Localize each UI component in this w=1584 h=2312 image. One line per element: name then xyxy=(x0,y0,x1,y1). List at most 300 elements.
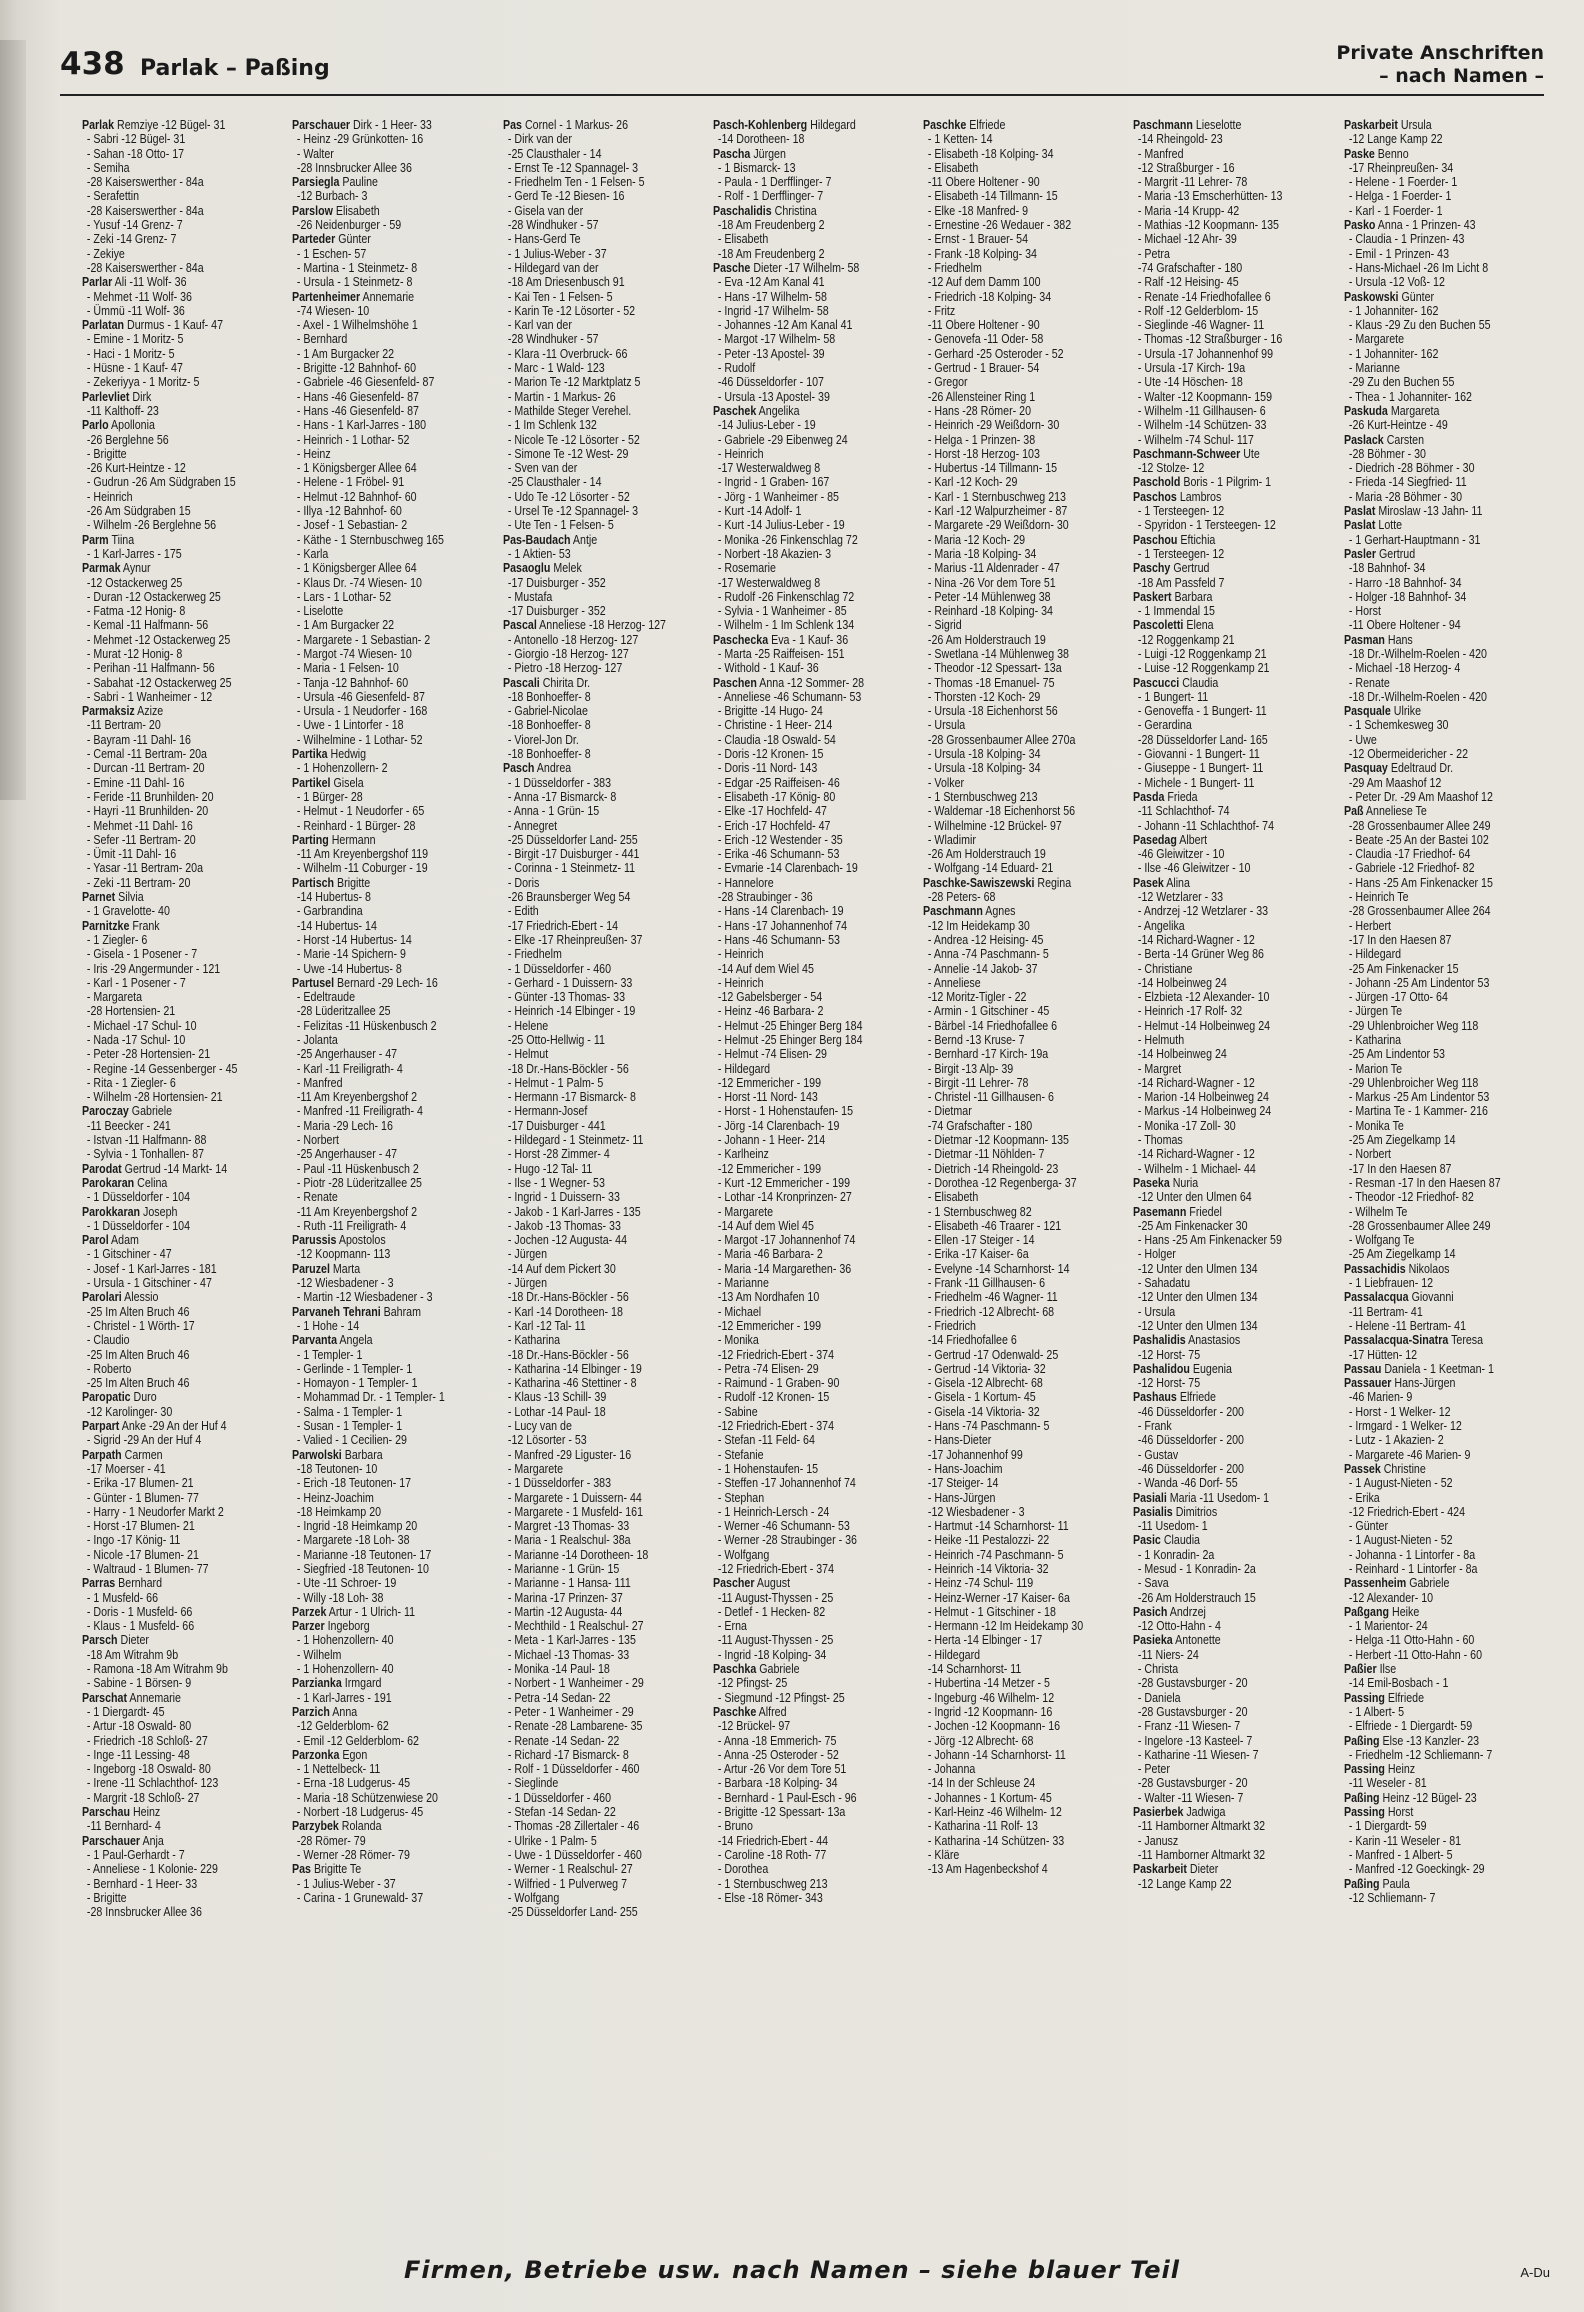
surname-entry xyxy=(82,1390,284,1404)
entry-text: -12 Emmericher - 199 xyxy=(717,1317,821,1333)
entry-text: - 1 Hohenstaufen- 15 xyxy=(717,1460,818,1476)
entry-text: - Renate -14 Sedan- 22 xyxy=(507,1732,619,1748)
entry-text: - Hans -17 Johannenhof 74 xyxy=(717,917,847,933)
surname: Parussis xyxy=(292,1232,337,1248)
entry-text: - Ursula -13 Apostel- 39 xyxy=(717,388,830,404)
entry-text: - Rolf -12 Gelderblom- 15 xyxy=(1138,302,1259,318)
entry-text: - Siegmund -12 Pfingst- 25 xyxy=(717,1689,845,1705)
sub-entry xyxy=(923,1676,1125,1690)
sub-entry xyxy=(713,490,915,504)
surname: Paschke-Sawiszewski xyxy=(923,874,1035,890)
sub-entry xyxy=(713,761,915,775)
sub-entry xyxy=(713,1419,915,1433)
sub-entry xyxy=(82,1791,284,1805)
entry-text: Nikolaos xyxy=(1408,1260,1450,1276)
entry-text: - Elfriede - 1 Diergardt- 59 xyxy=(1348,1718,1472,1734)
surname: Paschka xyxy=(712,1661,757,1677)
entry-text: - Sven van der xyxy=(507,460,577,476)
entry-text: - Werner -28 Römer- 79 xyxy=(297,1846,411,1862)
entry-text: - Erika xyxy=(1348,1489,1380,1505)
directory-column-2 xyxy=(292,118,494,2148)
entry-text: - Margrit -18 Schloß- 27 xyxy=(86,1789,200,1805)
entry-text: Antje xyxy=(572,531,597,547)
sub-entry xyxy=(503,904,705,918)
sub-entry xyxy=(503,147,705,161)
entry-text: - Bernhard - 1 Paul-Esch - 96 xyxy=(717,1789,857,1805)
entry-text: - Ute Ten - 1 Felsen- 5 xyxy=(507,517,614,533)
entry-text: - Friedrich xyxy=(928,1317,977,1333)
entry-text: -25 Clausthaler - 14 xyxy=(507,474,602,490)
sub-entry xyxy=(1344,1062,1546,1076)
entry-text: - Roberto xyxy=(86,1360,132,1376)
entry-text: - Gudrun -26 Am Südgraben 15 xyxy=(86,474,236,490)
entry-text: - Anna - 1 Grün- 15 xyxy=(507,803,599,819)
entry-text: - Istvan -11 Halfmann- 88 xyxy=(86,1132,207,1148)
sub-entry xyxy=(503,132,705,146)
entry-text: - Wanda -46 Dorf- 55 xyxy=(1138,1475,1239,1491)
entry-text: Gertrud xyxy=(1378,545,1415,561)
sub-entry xyxy=(82,461,284,475)
sub-entry xyxy=(1133,504,1335,518)
entry-text: - Emine -11 Dahl- 16 xyxy=(86,774,185,790)
entry-text: - Birgit -17 Duisburger - 441 xyxy=(507,846,640,862)
surname-entry xyxy=(82,1576,284,1590)
surname-entry xyxy=(1133,561,1335,575)
entry-text: - Regine -14 Gessenberger - 45 xyxy=(86,1060,238,1076)
sub-entry xyxy=(503,204,705,218)
sub-entry xyxy=(503,1276,705,1290)
sub-entry xyxy=(82,876,284,890)
sub-entry xyxy=(1133,1619,1335,1633)
entry-text: - Johannes -12 Am Kanal 41 xyxy=(717,317,853,333)
sub-entry xyxy=(82,661,284,675)
entry-text: - Wilhelm -74 Schul- 117 xyxy=(1138,431,1255,447)
entry-text: - Heinz xyxy=(297,445,331,461)
sub-entry xyxy=(292,447,494,461)
sub-entry xyxy=(292,1505,494,1519)
entry-text: -11 Beecker - 241 xyxy=(86,1117,171,1133)
sub-entry xyxy=(1344,1476,1546,1490)
entry-text: -11 Usedom- 1 xyxy=(1138,1518,1209,1534)
entry-text: -12 Friedrich-Ebert - 374 xyxy=(717,1418,834,1434)
entry-text: Friedel xyxy=(1189,1203,1223,1219)
entry-text: -17 Steiger- 14 xyxy=(928,1475,999,1491)
sub-entry xyxy=(503,576,705,590)
entry-text: - Ute -11 Schroer- 19 xyxy=(297,1575,397,1591)
sub-entry xyxy=(923,733,1125,747)
sub-entry xyxy=(82,1305,284,1319)
entry-text: Alfred xyxy=(758,1703,787,1719)
entry-text: - Wilhelm -26 Berglehne 56 xyxy=(86,517,217,533)
entry-text: - Lutz - 1 Akazien- 2 xyxy=(1348,1432,1444,1448)
entry-text: - Gertrud - 1 Brauer- 54 xyxy=(928,360,1040,376)
entry-text: - Friedrich -18 Kolping- 34 xyxy=(928,288,1052,304)
sub-entry xyxy=(1344,1405,1546,1419)
sub-entry xyxy=(292,1247,494,1261)
entry-text: - Marie -14 Spichern- 9 xyxy=(297,946,407,962)
sub-entry xyxy=(1133,275,1335,289)
sub-entry xyxy=(292,518,494,532)
sub-entry xyxy=(503,919,705,933)
surname-entry xyxy=(82,1691,284,1705)
sub-entry xyxy=(82,1319,284,1333)
sub-entry xyxy=(923,1776,1125,1790)
sub-entry xyxy=(1344,1891,1546,1905)
sub-entry xyxy=(713,1390,915,1404)
sub-entry xyxy=(923,1376,1125,1390)
sub-entry xyxy=(713,1290,915,1304)
entry-text: Anastasios xyxy=(1188,1332,1241,1348)
entry-text: - Norbert -18 Akazien- 3 xyxy=(717,545,831,561)
entry-text: -28 Kaiserswerther - 84a xyxy=(86,174,204,190)
surname-entry xyxy=(82,1805,284,1819)
surname: Pascal xyxy=(502,617,537,633)
entry-text: Tiina xyxy=(111,531,135,547)
sub-entry xyxy=(923,1576,1125,1590)
sub-entry xyxy=(923,1533,1125,1547)
sub-entry xyxy=(292,332,494,346)
entry-text: -26 Allensteiner Ring 1 xyxy=(928,388,1036,404)
entry-text: Dieter xyxy=(1190,1861,1219,1877)
sub-entry xyxy=(713,1719,915,1733)
entry-text: Bernhard xyxy=(118,1575,163,1591)
sub-entry xyxy=(292,1877,494,1891)
sub-entry xyxy=(1133,990,1335,1004)
entry-text: - Helmut - 1 Palm- 5 xyxy=(507,1074,603,1090)
entry-text: - Elisabeth xyxy=(928,159,979,175)
sub-entry xyxy=(292,1476,494,1490)
entry-text: - Helmuth xyxy=(1138,1032,1185,1047)
entry-text: - Mustafa xyxy=(507,588,552,604)
entry-text: - Margot -17 Wilhelm- 58 xyxy=(717,331,836,347)
sub-entry xyxy=(1344,1319,1546,1333)
sub-entry xyxy=(82,247,284,261)
entry-text: - Artur -26 Vor dem Tore 51 xyxy=(717,1761,847,1777)
entry-text: - 1 Immendal 15 xyxy=(1138,603,1216,619)
entry-text: -12 Alexander- 10 xyxy=(1348,1589,1433,1605)
entry-text: - 1 Heinrich-Lersch - 24 xyxy=(717,1503,830,1519)
entry-text: Celina xyxy=(137,1174,168,1190)
entry-text: - Andrzej -12 Wetzlarer - 33 xyxy=(1138,903,1269,919)
sub-entry xyxy=(82,1719,284,1733)
entry-text: Heinz xyxy=(1387,1761,1415,1777)
entry-text: Dimitrios xyxy=(1176,1503,1218,1519)
entry-text: - Elisabeth -18 Kolping- 34 xyxy=(928,145,1054,161)
sub-entry xyxy=(713,847,915,861)
sub-entry xyxy=(292,661,494,675)
sub-entry xyxy=(713,332,915,346)
entry-text: Günter xyxy=(1401,288,1434,304)
entry-text: - Edgar -25 Raiffeisen- 46 xyxy=(717,774,840,790)
surname-entry xyxy=(82,1419,284,1433)
sub-entry xyxy=(292,633,494,647)
entry-text: - Uwe xyxy=(1348,731,1377,747)
sub-entry xyxy=(1133,1676,1335,1690)
entry-text: Gabriele xyxy=(1408,1575,1450,1591)
sub-entry xyxy=(503,1519,705,1533)
entry-text: - Gabriele -46 Giesenfeld- 87 xyxy=(297,374,435,390)
surname: Pasler xyxy=(1343,545,1376,561)
sub-entry xyxy=(82,1262,284,1276)
entry-text: - Berta -14 Grüner Weg 86 xyxy=(1138,946,1265,962)
sub-entry xyxy=(503,1791,705,1805)
sub-entry xyxy=(1344,1748,1546,1762)
entry-text: - Stefan -11 Feld- 64 xyxy=(717,1432,815,1448)
surname: Paschy xyxy=(1133,560,1171,576)
entry-text: -12 Unter den Ulmen 64 xyxy=(1138,1189,1253,1205)
sub-entry xyxy=(713,576,915,590)
surname: Pascher xyxy=(712,1575,755,1591)
surname-entry xyxy=(503,761,705,775)
surname-entry xyxy=(1344,1691,1546,1705)
entry-text: - Brigitte xyxy=(86,1889,127,1905)
sub-entry xyxy=(1344,1591,1546,1605)
entry-text: - Wilhelm Te xyxy=(1348,1203,1408,1219)
entry-text: - Giuseppe - 1 Bungert- 11 xyxy=(1138,760,1264,776)
entry-text: - Christine - 1 Heer- 214 xyxy=(717,717,833,733)
sub-entry xyxy=(82,1705,284,1719)
sub-entry xyxy=(713,189,915,203)
sub-entry xyxy=(923,232,1125,246)
entry-text: -28 Gustavsburger - 20 xyxy=(1138,1703,1248,1719)
entry-text: -25 Im Alten Bruch 46 xyxy=(86,1303,190,1319)
sub-entry xyxy=(292,1533,494,1547)
entry-text: - Günter -13 Thomas- 33 xyxy=(507,989,625,1005)
sub-entry xyxy=(1133,890,1335,904)
sub-entry xyxy=(82,447,284,461)
entry-text: - Margret xyxy=(1138,1060,1182,1076)
surname: Parlatan xyxy=(82,317,125,333)
entry-text: - Friedhelm Ten - 1 Felsen- 5 xyxy=(507,174,645,190)
entry-text: - Margarete xyxy=(1348,331,1404,347)
entry-text: - Rosemarie xyxy=(717,560,776,576)
sub-entry xyxy=(1344,375,1546,389)
sub-entry xyxy=(713,819,915,833)
sub-entry xyxy=(1133,418,1335,432)
entry-text: - 1 Liebfrauen- 12 xyxy=(1348,1275,1433,1291)
entry-text: -25 Am Lindentor 53 xyxy=(1348,1046,1445,1062)
entry-text: - 1 Konradin- 2a xyxy=(1138,1546,1215,1562)
entry-text: Rolanda xyxy=(342,1818,382,1834)
sub-entry xyxy=(1133,390,1335,404)
sub-entry xyxy=(923,418,1125,432)
entry-text: - Karl -11 Freiligrath- 4 xyxy=(297,1060,404,1076)
sub-entry xyxy=(923,1448,1125,1462)
sub-entry xyxy=(503,1247,705,1261)
sub-entry xyxy=(1133,1090,1335,1104)
sub-entry xyxy=(503,1591,705,1605)
sub-entry xyxy=(292,590,494,604)
entry-text: - Hubertina -14 Metzer - 5 xyxy=(928,1675,1051,1691)
sub-entry xyxy=(503,1719,705,1733)
entry-text: -25 Am Finkenacker 15 xyxy=(1348,960,1459,976)
surname: Passing xyxy=(1343,1689,1385,1705)
sub-entry xyxy=(82,1462,284,1476)
sub-entry xyxy=(292,247,494,261)
sub-entry xyxy=(1344,1076,1546,1090)
entry-text: - Bernhard - 1 Heer- 33 xyxy=(86,1875,198,1891)
surname: Parting xyxy=(292,831,330,847)
surname-entry xyxy=(1133,1333,1335,1347)
surname: Parokkaran xyxy=(82,1203,141,1219)
sub-entry xyxy=(713,1548,915,1562)
entry-text: - Bernhard xyxy=(297,331,348,347)
sub-entry xyxy=(923,1705,1125,1719)
surname-entry xyxy=(1344,704,1546,718)
entry-text: - Elke -17 Rheinpreußen- 37 xyxy=(507,931,642,947)
entry-text: - Dietmar xyxy=(928,1103,972,1119)
entry-text: - Theodor -12 Spessart- 13a xyxy=(928,660,1062,676)
sub-entry xyxy=(923,1076,1125,1090)
entry-text: -28 Grossenbaumer Allee 270a xyxy=(928,731,1076,747)
entry-text: Carsten xyxy=(1386,431,1424,447)
sub-entry xyxy=(503,332,705,346)
entry-text: Albert xyxy=(1179,831,1208,847)
sub-entry xyxy=(82,204,284,218)
sub-entry xyxy=(1344,733,1546,747)
entry-text: - Helmut -12 Bahnhof- 60 xyxy=(297,488,417,504)
surname-entry xyxy=(1344,761,1546,775)
entry-text: - Karl van der xyxy=(507,317,572,333)
sub-entry xyxy=(1344,604,1546,618)
sub-entry xyxy=(1133,1004,1335,1018)
surname: Parzianka xyxy=(292,1675,343,1691)
sub-entry xyxy=(713,1562,915,1576)
surname: Paschmann-Schweer xyxy=(1133,445,1241,461)
sub-entry xyxy=(292,990,494,1004)
sub-entry xyxy=(923,1362,1125,1376)
surname: Partikel xyxy=(292,774,331,790)
entry-text: - Evmarie -14 Clarenbach- 19 xyxy=(717,860,858,876)
entry-text: - Ursel Te -12 Spannagel- 3 xyxy=(507,503,638,519)
sub-entry xyxy=(923,976,1125,990)
entry-text: - Gertrud -17 Odenwald- 25 xyxy=(928,1346,1059,1362)
surname: Parsch xyxy=(82,1632,118,1648)
sub-entry xyxy=(1344,1004,1546,1018)
surname-entry xyxy=(292,175,494,189)
sub-entry xyxy=(503,1848,705,1862)
sub-entry xyxy=(503,404,705,418)
entry-text: - Daniela xyxy=(1138,1689,1182,1705)
entry-text: - Peter -14 Mühlenweg 38 xyxy=(928,588,1051,604)
sub-entry xyxy=(1344,347,1546,361)
entry-text: Barbara xyxy=(345,1446,383,1462)
entry-text: - Stephan xyxy=(717,1489,764,1505)
entry-text: - Ingelore -13 Kasteel- 7 xyxy=(1138,1732,1253,1748)
sub-entry xyxy=(82,518,284,532)
surname: Pasich xyxy=(1133,1603,1168,1619)
surname-entry xyxy=(292,1748,494,1762)
sub-entry xyxy=(1133,776,1335,790)
sub-entry xyxy=(713,1519,915,1533)
entry-text: Hermann xyxy=(331,831,376,847)
entry-text: - Piotr -28 Lüderitzallee 25 xyxy=(297,1174,423,1190)
entry-text: - Peter - 1 Wanheimer - 29 xyxy=(507,1703,634,1719)
entry-text: - Horst -11 Nord- 143 xyxy=(717,1089,818,1105)
sub-entry xyxy=(292,433,494,447)
entry-text: - Birgit -13 Alp- 39 xyxy=(928,1060,1014,1076)
surname-entry xyxy=(1133,118,1335,132)
sub-entry xyxy=(713,618,915,632)
sub-entry xyxy=(82,261,284,275)
sub-entry xyxy=(503,1162,705,1176)
sub-entry xyxy=(923,1791,1125,1805)
sub-entry xyxy=(292,1119,494,1133)
entry-text: - Emil - 1 Prinzen- 43 xyxy=(1348,245,1449,261)
entry-text: - Hildegard xyxy=(928,1646,981,1662)
sub-entry xyxy=(1344,976,1546,990)
entry-text: - 1 Düsseldorfer - 460 xyxy=(507,960,611,976)
surname: Parlar xyxy=(82,274,113,290)
entry-text: -26 Am Holderstrauch 19 xyxy=(928,631,1046,647)
entry-text: - Kläre xyxy=(928,1846,960,1862)
entry-text: - Resman -17 In den Haesen 87 xyxy=(1348,1174,1501,1190)
sub-entry xyxy=(923,890,1125,904)
surname: Pashaus xyxy=(1133,1389,1178,1405)
entry-text: -14 Richard-Wagner - 12 xyxy=(1138,931,1256,947)
surname-entry xyxy=(503,676,705,690)
entry-text: - Katharina -14 Elbinger - 19 xyxy=(507,1360,642,1376)
entry-text: - Uwe - 1 Lintorfer - 18 xyxy=(297,717,404,733)
surname: Paßier xyxy=(1343,1661,1377,1677)
sub-entry xyxy=(713,747,915,761)
sub-entry xyxy=(1133,690,1335,704)
entry-text: - 1 August-Nieten - 52 xyxy=(1348,1532,1453,1548)
entry-text: - Josef - 1 Sebastian- 2 xyxy=(297,517,408,533)
surname-entry xyxy=(292,1448,494,1462)
entry-text: - Marianne -14 Dorotheen- 18 xyxy=(507,1546,648,1562)
sub-entry xyxy=(1344,819,1546,833)
entry-text: Nuria xyxy=(1173,1174,1199,1190)
sub-entry xyxy=(503,1119,705,1133)
entry-text: - Sylvia - 1 Wanheimer - 85 xyxy=(717,603,847,619)
entry-text: - Pietro -18 Herzog- 127 xyxy=(507,660,622,676)
entry-text: - Marianne -18 Teutonen- 17 xyxy=(297,1546,432,1562)
entry-text: - Theodor -12 Friedhof- 82 xyxy=(1348,1189,1474,1205)
surname-entry xyxy=(82,890,284,904)
entry-text: - Rita - 1 Ziegler- 6 xyxy=(86,1074,176,1090)
entry-text: -12 Auf dem Damm 100 xyxy=(928,274,1041,290)
sub-entry xyxy=(1344,1819,1546,1833)
entry-text: - Zeki -14 Grenz- 7 xyxy=(86,231,177,247)
surname-entry xyxy=(713,676,915,690)
sub-entry xyxy=(923,847,1125,861)
sub-entry xyxy=(713,304,915,318)
sub-entry xyxy=(82,504,284,518)
sub-entry xyxy=(82,1433,284,1447)
entry-text: - Susan - 1 Templer- 1 xyxy=(297,1418,403,1434)
sub-entry xyxy=(503,1648,705,1662)
entry-text: - Ingo -17 König- 11 xyxy=(86,1532,181,1548)
entry-text: - Jörg -14 Clarenbach- 19 xyxy=(717,1117,840,1133)
sub-entry xyxy=(292,1576,494,1590)
entry-text: - Ursula -17 Johannenhof 99 xyxy=(1138,345,1274,361)
entry-text: Cornel - 1 Markus- 26 xyxy=(524,118,628,132)
entry-text: - Lars - 1 Lothar- 52 xyxy=(297,588,392,604)
sub-entry xyxy=(1133,962,1335,976)
entry-text: - Heinrich Te xyxy=(1348,889,1409,905)
sub-entry xyxy=(82,576,284,590)
sub-entry xyxy=(923,261,1125,275)
entry-text: - Yasar -11 Bertram- 20a xyxy=(86,860,204,876)
entry-text: - Frank -11 Gillhausen- 6 xyxy=(928,1275,1046,1291)
sub-entry xyxy=(1344,919,1546,933)
sub-entry xyxy=(82,676,284,690)
sub-entry xyxy=(292,1734,494,1748)
surname: Pashalidis xyxy=(1133,1332,1187,1348)
sub-entry xyxy=(1344,890,1546,904)
entry-text: -26 Am Südgraben 15 xyxy=(86,503,191,519)
